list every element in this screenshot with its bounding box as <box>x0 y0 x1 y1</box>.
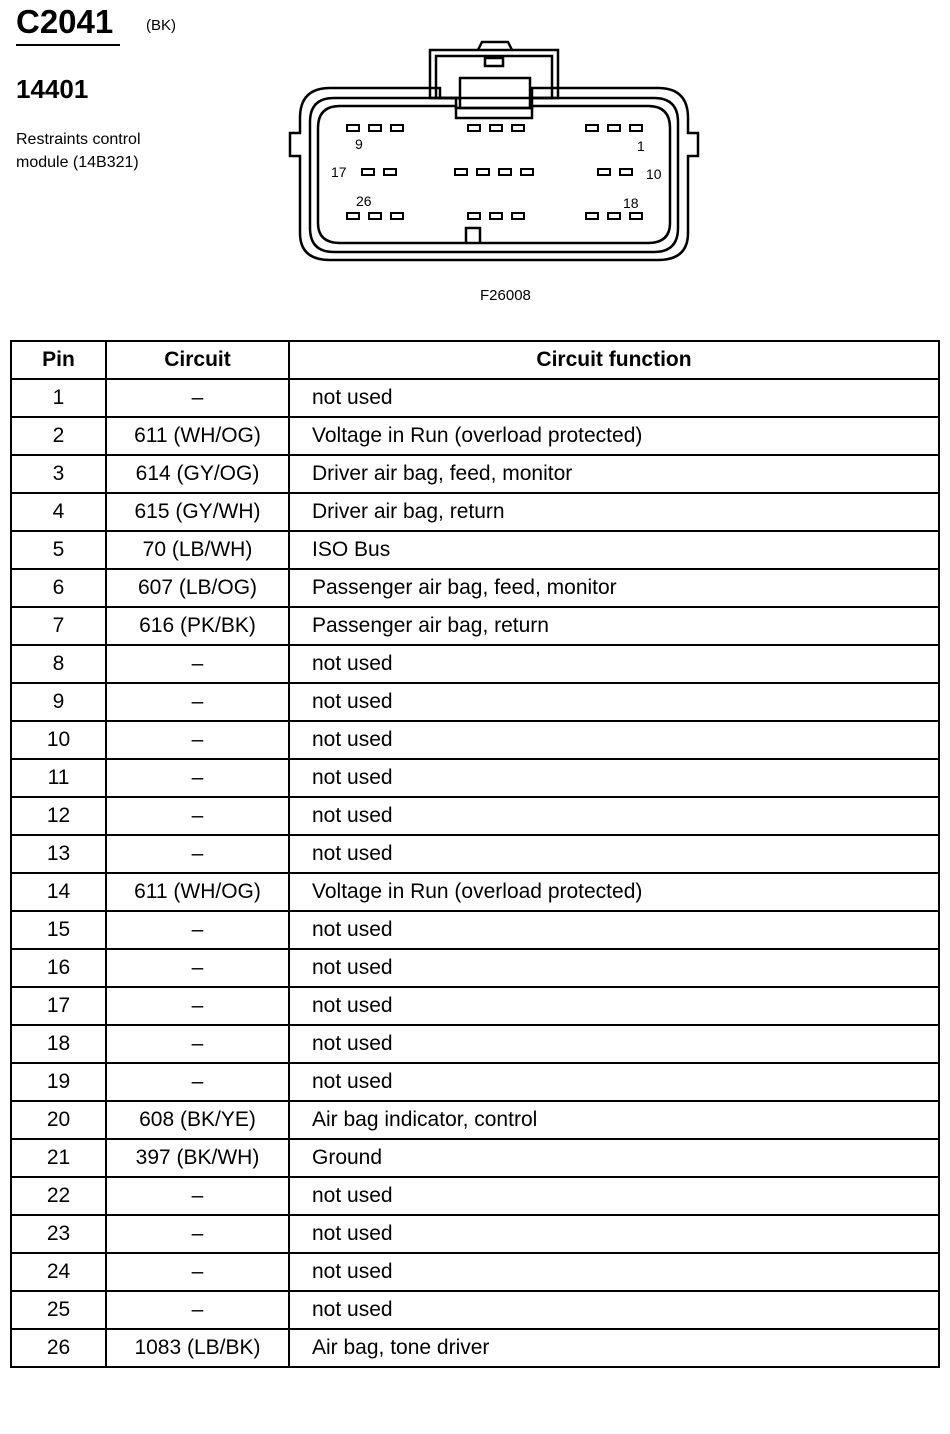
table-row <box>11 1291 939 1329</box>
circuit-function-cell: ISO Bus <box>289 531 939 569</box>
table-row <box>11 1063 939 1101</box>
table-row <box>11 569 939 607</box>
circuit-function-cell: not used <box>289 379 939 417</box>
circuit-function-cell: not used <box>289 911 939 949</box>
table-row <box>11 987 939 1025</box>
circuit-cell: – <box>106 759 289 797</box>
circuit-cell: – <box>106 797 289 835</box>
table-row <box>11 493 939 531</box>
circuit-cell: 615 (GY/WH) <box>106 493 289 531</box>
circuit-cell: 607 (LB/OG) <box>106 569 289 607</box>
circuit-cell: – <box>106 721 289 759</box>
pin-label-17: 17 <box>331 164 347 180</box>
circuit-cell: – <box>106 645 289 683</box>
table-row <box>11 949 939 987</box>
table-row <box>11 683 939 721</box>
circuit-cell: 608 (BK/YE) <box>106 1101 289 1139</box>
table-row <box>11 531 939 569</box>
circuit-function-cell: not used <box>289 1177 939 1215</box>
pinout-table <box>10 340 940 1368</box>
table-row <box>11 645 939 683</box>
table-row <box>11 1329 939 1367</box>
circuit-cell: – <box>106 1215 289 1253</box>
pin-cell: 25 <box>11 1291 106 1329</box>
table-row <box>11 1025 939 1063</box>
pin-cell: 19 <box>11 1063 106 1101</box>
circuit-cell: 611 (WH/OG) <box>106 873 289 911</box>
circuit-function-cell: not used <box>289 797 939 835</box>
circuit-cell: – <box>106 911 289 949</box>
pin-cell: 24 <box>11 1253 106 1291</box>
circuit-cell: – <box>106 683 289 721</box>
circuit-cell: – <box>106 835 289 873</box>
table-row <box>11 721 939 759</box>
circuit-cell: 1083 (LB/BK) <box>106 1329 289 1367</box>
circuit-function-cell: Driver air bag, return <box>289 493 939 531</box>
circuit-function-cell: not used <box>289 1215 939 1253</box>
circuit-cell: – <box>106 949 289 987</box>
pin-cell: 4 <box>11 493 106 531</box>
circuit-function-cell: not used <box>289 759 939 797</box>
circuit-function-cell: Voltage in Run (overload protected) <box>289 873 939 911</box>
table-body <box>11 379 939 1367</box>
header-circuit-function: Circuit function <box>289 341 939 379</box>
part-number: 14401 <box>16 74 89 104</box>
pin-label-1: 1 <box>637 138 645 154</box>
figure-id: F26008 <box>480 287 531 304</box>
circuit-function-cell: Ground <box>289 1139 939 1177</box>
pin-cell: 3 <box>11 455 106 493</box>
pin-cell: 10 <box>11 721 106 759</box>
circuit-function-cell: not used <box>289 987 939 1025</box>
circuit-cell: – <box>106 1025 289 1063</box>
circuit-function-cell: Passenger air bag, return <box>289 607 939 645</box>
table-row <box>11 1177 939 1215</box>
pin-cell: 14 <box>11 873 106 911</box>
connector-id-underline <box>16 44 120 46</box>
connector-color: (BK) <box>146 17 176 34</box>
table-row <box>11 1139 939 1177</box>
pin-cell: 22 <box>11 1177 106 1215</box>
pin-cell: 18 <box>11 1025 106 1063</box>
circuit-function-cell: Air bag, tone driver <box>289 1329 939 1367</box>
table-row <box>11 455 939 493</box>
pin-cell: 16 <box>11 949 106 987</box>
circuit-cell: – <box>106 1253 289 1291</box>
circuit-function-cell: not used <box>289 835 939 873</box>
module-description <box>16 128 216 174</box>
table-row <box>11 911 939 949</box>
circuit-cell: – <box>106 987 289 1025</box>
table-row <box>11 873 939 911</box>
header-pin: Pin <box>11 341 106 379</box>
circuit-function-cell: Passenger air bag, feed, monitor <box>289 569 939 607</box>
circuit-function-cell: not used <box>289 721 939 759</box>
table-row <box>11 797 939 835</box>
circuit-cell: 611 (WH/OG) <box>106 417 289 455</box>
pin-cell: 20 <box>11 1101 106 1139</box>
header-circuit: Circuit <box>106 341 289 379</box>
circuit-function-cell: Voltage in Run (overload protected) <box>289 417 939 455</box>
pin-cell: 26 <box>11 1329 106 1367</box>
pin-cell: 15 <box>11 911 106 949</box>
pin-cell: 8 <box>11 645 106 683</box>
circuit-cell: – <box>106 1291 289 1329</box>
pin-cell: 5 <box>11 531 106 569</box>
table-row <box>11 1101 939 1139</box>
table-row <box>11 759 939 797</box>
circuit-function-cell: not used <box>289 949 939 987</box>
circuit-cell: 397 (BK/WH) <box>106 1139 289 1177</box>
table-row <box>11 417 939 455</box>
pin-cell: 12 <box>11 797 106 835</box>
circuit-cell: 616 (PK/BK) <box>106 607 289 645</box>
circuit-cell: 70 (LB/WH) <box>106 531 289 569</box>
pin-label-18: 18 <box>623 195 639 211</box>
circuit-function-cell: not used <box>289 1063 939 1101</box>
pin-label-9: 9 <box>355 136 363 152</box>
circuit-function-cell: not used <box>289 1025 939 1063</box>
circuit-function-cell: not used <box>289 645 939 683</box>
pin-cell: 1 <box>11 379 106 417</box>
connector-housing <box>290 88 698 260</box>
table-header-row <box>11 341 939 379</box>
pin-cell: 13 <box>11 835 106 873</box>
circuit-cell: – <box>106 379 289 417</box>
connector-id: C2041 <box>16 3 114 40</box>
circuit-cell: 614 (GY/OG) <box>106 455 289 493</box>
table-row <box>11 1253 939 1291</box>
pin-cell: 2 <box>11 417 106 455</box>
circuit-cell: – <box>106 1177 289 1215</box>
pin-label-26: 26 <box>356 193 372 209</box>
pin-cell: 21 <box>11 1139 106 1177</box>
pin-cell: 7 <box>11 607 106 645</box>
circuit-function-cell: not used <box>289 1291 939 1329</box>
table-row <box>11 379 939 417</box>
module-description-line1: Restraints control <box>16 131 141 148</box>
module-description-line2: module (14B321) <box>16 154 139 171</box>
circuit-function-cell: not used <box>289 683 939 721</box>
circuit-cell: – <box>106 1063 289 1101</box>
circuit-function-cell: Driver air bag, feed, monitor <box>289 455 939 493</box>
pin-cavities <box>347 125 642 219</box>
pin-cell: 11 <box>11 759 106 797</box>
pin-cell: 9 <box>11 683 106 721</box>
table-row <box>11 835 939 873</box>
circuit-function-cell: Air bag indicator, control <box>289 1101 939 1139</box>
connector-face-diagram <box>280 38 720 268</box>
pin-cell: 6 <box>11 569 106 607</box>
circuit-function-cell: not used <box>289 1253 939 1291</box>
pin-cell: 17 <box>11 987 106 1025</box>
pin-cell: 23 <box>11 1215 106 1253</box>
table-row <box>11 607 939 645</box>
table-row <box>11 1215 939 1253</box>
pin-label-10: 10 <box>646 166 662 182</box>
